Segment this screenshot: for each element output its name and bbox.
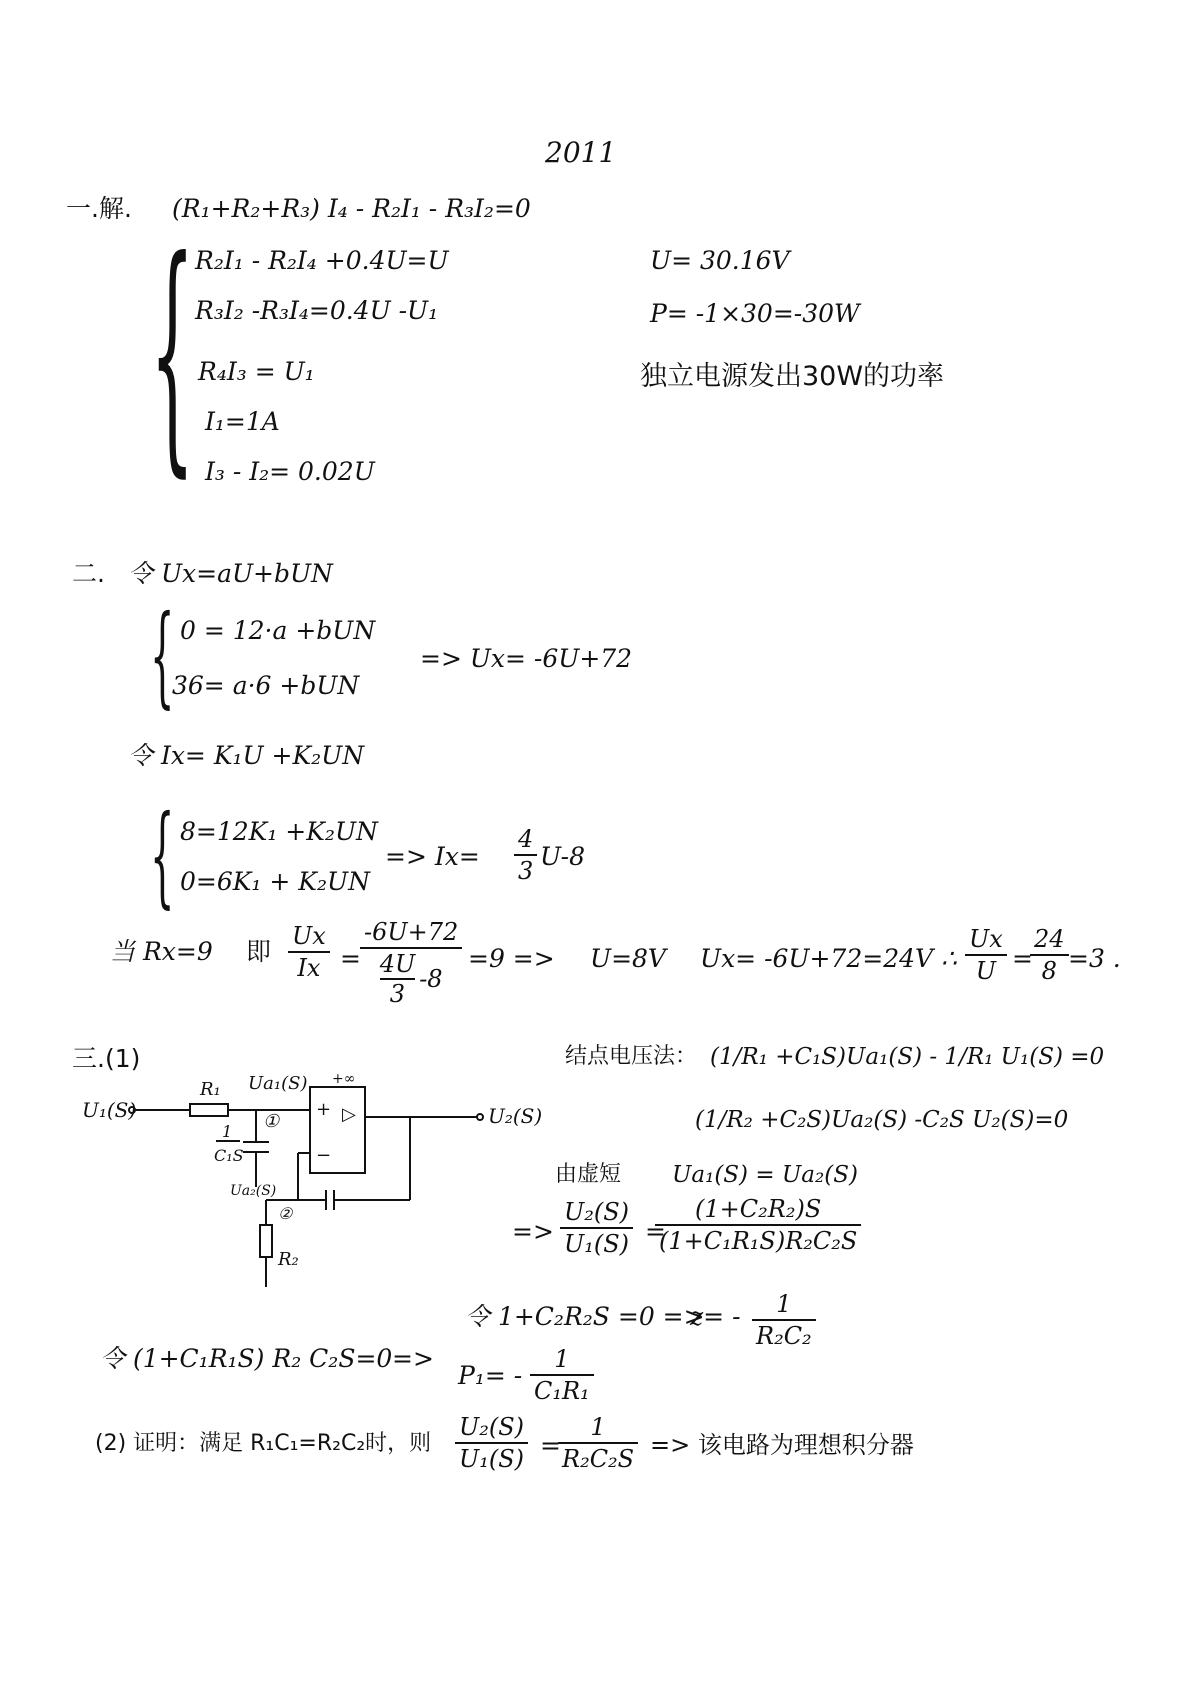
equals-sign: =	[645, 1217, 666, 1246]
section-1-equation-main: (R₁+R₂+R₃) I₄ - R₂I₁ - R₃I₂=0	[172, 194, 531, 223]
part-2-lhs-fraction	[455, 1413, 528, 1473]
fraction-numerator: -6U+72	[364, 918, 459, 946]
fraction-four-thirds	[514, 825, 537, 885]
part-2-conclusion: => 该电路为理想积分器	[650, 1431, 914, 1459]
result-u-8v: U=8V	[590, 944, 666, 973]
fraction-24-over-8	[1030, 925, 1069, 985]
section-2-label: 二.	[72, 559, 105, 588]
section-1-equation: R₄I₃ = U₁	[198, 357, 315, 386]
resistor-r2	[260, 1225, 272, 1257]
opamp-minus: −	[316, 1145, 332, 1166]
equals-three: =3 .	[1068, 944, 1121, 973]
section-2-let-ix: 令 Ix= K₁U +K₂UN	[128, 741, 365, 770]
fraction-bar	[455, 1442, 528, 1444]
fraction-numerator: 24	[1034, 925, 1065, 953]
section-1-equation: I₃ - I₂= 0.02U	[205, 457, 375, 486]
fraction-numerator: 1	[554, 1345, 570, 1373]
resistor-r1-label: R₁	[200, 1079, 221, 1100]
node-ua1-label: Ua₁(S)	[248, 1073, 308, 1094]
when-rx: 当 Rx=9	[110, 937, 213, 966]
fraction-denominator: U₁(S)	[564, 1230, 630, 1258]
nested-denominator: 3	[389, 980, 406, 1008]
fraction-numerator: 1	[590, 1413, 606, 1441]
fraction-rx-expression	[360, 918, 462, 1008]
fraction-bar	[558, 1442, 638, 1444]
fraction-numerator: U₂(S)	[564, 1198, 630, 1226]
fraction-numerator: 4	[518, 825, 534, 853]
opamp-triangle: ▷	[342, 1104, 356, 1125]
fraction-ux-over-u	[965, 925, 1007, 985]
pole-arrow: =>	[392, 1344, 434, 1373]
section-1-equation: I₁=1A	[205, 407, 280, 436]
page-year: 2011	[545, 136, 617, 169]
fraction-numerator: Ux	[969, 925, 1003, 953]
fraction-numerator: U₂(S)	[459, 1413, 525, 1441]
equals-sign: =	[1012, 944, 1033, 973]
section-2-brace-2: {	[150, 791, 175, 919]
equals-sign: =	[540, 1431, 561, 1460]
section-2-system-2-eq: 0=6K₁ + K₂UN	[180, 867, 370, 896]
part-2-statement: (2) 证明：满足 R₁C₁=R₂C₂时，则	[95, 1431, 432, 1456]
fraction-denominator: 8	[1041, 957, 1057, 985]
section-2-system-2-eq: 8=12K₁ +K₂UN	[180, 817, 378, 846]
output-terminal	[477, 1114, 483, 1120]
pole-fraction	[530, 1345, 594, 1405]
result-ux-24v: Ux= -6U+72=24V ∴	[700, 944, 957, 973]
section-1-label: 一.解.	[66, 194, 132, 223]
section-2-result-ux: => Ux= -6U+72	[420, 644, 633, 673]
fraction-numerator: 1	[776, 1290, 792, 1318]
zero-condition: 令 1+C₂R₂S =0 =>	[465, 1302, 705, 1331]
node-ua2-label: Ua₂(S)	[230, 1183, 277, 1199]
node-2-label: ②	[278, 1204, 293, 1223]
fraction-bar	[514, 854, 537, 856]
resistor-r2-label: R₂	[278, 1249, 299, 1270]
implies-arrow: =>	[512, 1217, 554, 1246]
circuit-input-label: U₁(S)	[82, 1098, 137, 1122]
equals-sign: =	[340, 944, 361, 973]
zero-result: z= -	[690, 1302, 741, 1331]
fraction-bar	[1030, 954, 1069, 956]
section-2-result-ix: => Ix=	[385, 842, 480, 871]
capacitor-c1-den: C₁S	[214, 1146, 244, 1165]
part-2-rhs-fraction	[558, 1413, 638, 1473]
fraction-numerator: (1+C₂R₂)S	[695, 1195, 822, 1223]
transfer-function-rhs	[655, 1195, 861, 1255]
resistor-r1	[190, 1104, 228, 1116]
fraction-denominator: (1+C₁R₁S)R₂C₂S	[659, 1227, 858, 1255]
circuit-diagram	[80, 1065, 543, 1325]
pole-condition: 令 (1+C₁R₁S) R₂ C₂S=0	[100, 1344, 393, 1373]
node-voltage-method-label: 结点电压法：	[565, 1044, 698, 1069]
equals-nine: =9 =>	[468, 944, 555, 973]
section-1-equation: R₂I₁ - R₂I₄ +0.4U=U	[195, 246, 449, 275]
fraction-denominator: 3	[518, 857, 534, 885]
fraction-bar	[360, 947, 462, 949]
fraction-denominator: C₁R₁	[534, 1377, 590, 1405]
nested-numerator: 4U	[379, 950, 416, 978]
section-1-conclusion: 独立电源发出30W的功率	[640, 361, 945, 392]
section-1-equation: R₃I₂ -R₃I₄=0.4U -U₁	[195, 296, 439, 325]
fraction-bar	[530, 1374, 594, 1376]
opamp-gain: +∞	[332, 1071, 356, 1087]
fraction-bar	[560, 1227, 633, 1229]
pole-result: P₁= -	[458, 1361, 523, 1390]
nested-tail: -8	[419, 965, 443, 993]
section-2-system-1-eq: 0 = 12·a +bUN	[180, 616, 376, 645]
fraction-denominator: Ix	[297, 954, 321, 982]
ji-label: 即	[246, 937, 272, 966]
node-1-label: ①	[263, 1111, 280, 1132]
opamp-plus: +	[316, 1099, 332, 1120]
fraction-denominator	[360, 950, 462, 1008]
fraction-bar	[655, 1224, 861, 1226]
fraction-denominator: R₂C₂	[756, 1322, 812, 1350]
circuit-output-label: U₂(S)	[488, 1104, 543, 1128]
section-3-label: 三.(1)	[72, 1044, 141, 1073]
node-equation-2: (1/R₂ +C₂S)Ua₂(S) -C₂S U₂(S)=0	[695, 1107, 1069, 1133]
capacitor-c1-num: 1	[222, 1122, 233, 1141]
nested-fraction	[380, 950, 416, 1008]
fraction-bar	[288, 951, 330, 953]
fraction-bar	[965, 954, 1007, 956]
virtual-short-equation: Ua₁(S) = Ua₂(S)	[672, 1162, 858, 1188]
section-2-system-1-eq: 36= a·6 +bUN	[172, 671, 360, 700]
fraction-ux-over-ix	[288, 922, 330, 982]
fraction-denominator: U	[975, 957, 996, 985]
section-1-brace: {	[150, 207, 195, 498]
section-2-result-ix-rest: U-8	[540, 842, 585, 871]
result-power: P= -1×30=-30W	[650, 299, 860, 328]
transfer-function-lhs	[560, 1198, 633, 1258]
node-equation-1: (1/R₁ +C₁S)Ua₁(S) - 1/R₁ U₁(S) =0	[710, 1044, 1105, 1070]
result-voltage: U= 30.16V	[650, 246, 790, 275]
fraction-numerator: Ux	[292, 922, 326, 950]
section-2-let-ux: 令 Ux=aU+bUN	[128, 559, 333, 588]
fraction-denominator: U₁(S)	[459, 1445, 525, 1473]
section-2-brace-1: {	[150, 591, 175, 719]
fraction-bar	[752, 1319, 816, 1321]
fraction-denominator: R₂C₂S	[562, 1445, 635, 1473]
zero-fraction	[752, 1290, 816, 1350]
virtual-short-label: 由虚短	[555, 1162, 622, 1187]
